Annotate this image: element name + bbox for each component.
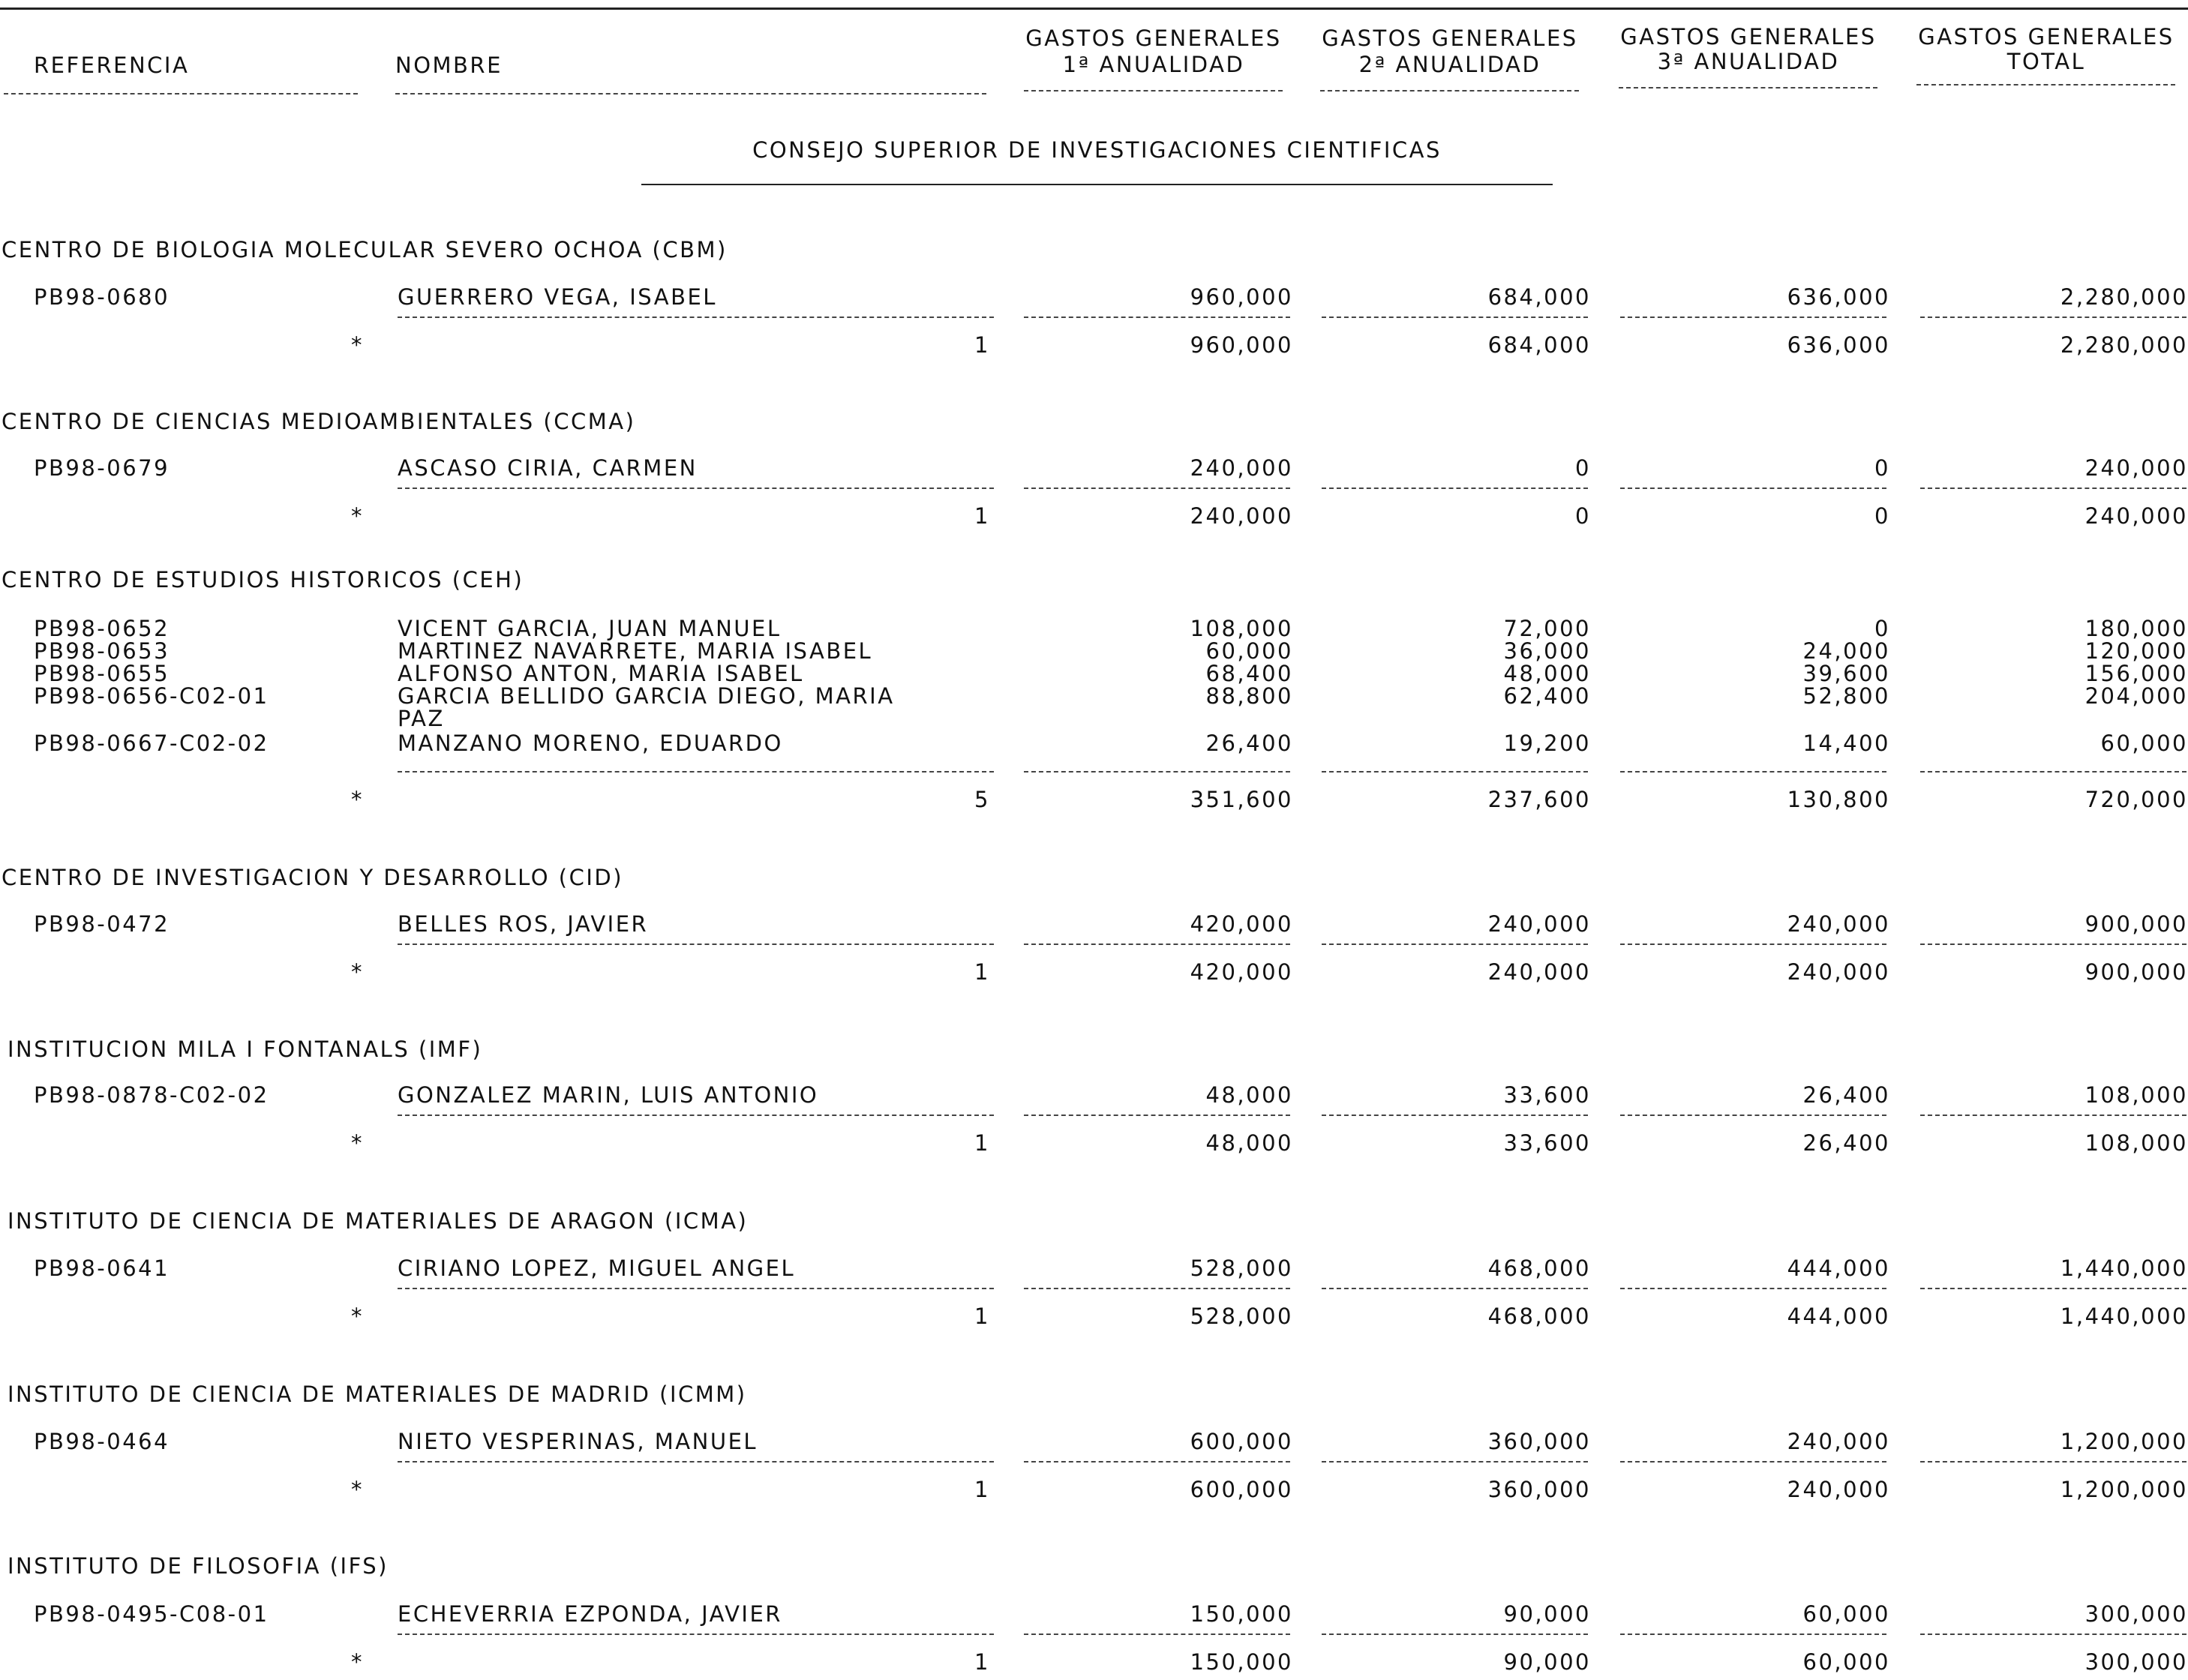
top-rule	[0, 8, 2188, 10]
subtotal-total: 720,000	[2084, 787, 2188, 812]
subtotal-count: 1	[974, 332, 990, 358]
row-referencia: PB98-0667-C02-02	[34, 730, 269, 756]
row-nombre: MARTINEZ NAVARRETE, MARIA ISABEL	[398, 638, 873, 664]
header-total-line2: TOTAL	[2006, 49, 2086, 74]
subtotal-anualidad-2: 684,000	[1487, 332, 1591, 358]
row-nombre: VICENT GARCIA, JUAN MANUEL	[398, 616, 782, 641]
section-title: CENTRO DE ESTUDIOS HISTORICOS (CEH)	[2, 567, 524, 592]
subtotal-separator	[1322, 316, 1588, 318]
subtotal-anualidad-2: 33,600	[1503, 1130, 1591, 1156]
subtotal-marker: *	[351, 1477, 364, 1502]
subtotal-separator	[1322, 1634, 1588, 1635]
row-total: 2,280,000	[2060, 284, 2188, 310]
subtotal-separator	[1024, 316, 1290, 318]
subtotal-separator	[398, 1461, 994, 1462]
row-anualidad-1: 48,000	[1205, 1082, 1293, 1108]
row-anualidad-2: 468,000	[1487, 1256, 1591, 1281]
header-underline-total	[1916, 84, 2175, 86]
row-nombre: GONZALEZ MARIN, LUIS ANTONIO	[398, 1082, 819, 1108]
row-anualidad-2: 62,400	[1503, 683, 1591, 709]
subtotal-separator	[398, 1634, 994, 1635]
row-total: 156,000	[2084, 661, 2188, 686]
header-referencia: REFERENCIA	[34, 52, 190, 78]
subtotal-anualidad-3: 130,800	[1787, 787, 1890, 812]
subtotal-separator	[1920, 1634, 2186, 1635]
header-g3-line2: 3ª ANUALIDAD	[1657, 49, 1840, 74]
section-title: INSTITUTO DE CIENCIA DE MATERIALES DE ARAGON (ICMA)	[8, 1208, 749, 1234]
subtotal-total: 1,200,000	[2060, 1477, 2188, 1502]
subtotal-separator	[1920, 316, 2186, 318]
subtotal-separator	[1322, 488, 1588, 489]
subtotal-count: 1	[974, 1304, 990, 1329]
subtotal-anualidad-1: 528,000	[1190, 1304, 1293, 1329]
subtotal-anualidad-3: 0	[1874, 503, 1890, 529]
row-referencia: PB98-0680	[34, 284, 170, 310]
row-total: 180,000	[2084, 616, 2188, 641]
subtotal-total: 900,000	[2084, 959, 2188, 985]
subtotal-separator	[1322, 1461, 1588, 1462]
row-nombre: MANZANO MORENO, EDUARDO	[398, 730, 783, 756]
row-anualidad-2: 240,000	[1487, 911, 1591, 937]
row-anualidad-2: 0	[1575, 455, 1591, 481]
row-nombre: ALFONSO ANTON, MARIA ISABEL	[398, 661, 804, 686]
header-underline-g1	[1024, 90, 1283, 92]
subtotal-separator	[1920, 1461, 2186, 1462]
header-g2-line1: GASTOS GENERALES	[1322, 26, 1578, 51]
subtotal-separator	[398, 1114, 994, 1116]
subtotal-separator	[1620, 1634, 1886, 1635]
row-total: 1,200,000	[2060, 1429, 2188, 1454]
subtotal-anualidad-2: 240,000	[1487, 959, 1591, 985]
header-g1-line2: 1ª ANUALIDAD	[1062, 52, 1245, 77]
row-nombre: ECHEVERRIA EZPONDA, JAVIER	[398, 1601, 782, 1627]
row-total: 1,440,000	[2060, 1256, 2188, 1281]
row-anualidad-3: 240,000	[1787, 1429, 1890, 1454]
header-total-line1: GASTOS GENERALES	[1918, 24, 2174, 50]
row-anualidad-1: 420,000	[1190, 911, 1293, 937]
row-anualidad-1: 108,000	[1190, 616, 1293, 641]
subtotal-marker: *	[351, 959, 364, 985]
row-anualidad-3: 24,000	[1802, 638, 1890, 664]
subtotal-separator	[1024, 771, 1290, 772]
subtotal-count: 1	[974, 959, 990, 985]
subtotal-count: 5	[974, 787, 990, 812]
subtotal-anualidad-2: 90,000	[1503, 1649, 1591, 1675]
subtotal-total: 108,000	[2084, 1130, 2188, 1156]
row-total: 108,000	[2084, 1082, 2188, 1108]
subtotal-separator	[398, 944, 994, 945]
row-anualidad-1: 60,000	[1205, 638, 1293, 664]
header-underline-g3	[1619, 87, 1877, 88]
row-referencia: PB98-0495-C08-01	[34, 1601, 269, 1627]
subtotal-anualidad-1: 240,000	[1190, 503, 1293, 529]
subtotal-total: 240,000	[2084, 503, 2188, 529]
subtotal-anualidad-3: 636,000	[1787, 332, 1890, 358]
row-anualidad-2: 684,000	[1487, 284, 1591, 310]
header-underline-ref	[4, 93, 358, 94]
row-total: 204,000	[2084, 683, 2188, 709]
subtotal-separator	[1024, 1114, 1290, 1116]
organization-title: CONSEJO SUPERIOR DE INVESTIGACIONES CIENTIFICAS	[752, 137, 1442, 163]
subtotal-separator	[398, 771, 994, 772]
row-total: 300,000	[2084, 1601, 2188, 1627]
row-nombre: ASCASO CIRIA, CARMEN	[398, 455, 698, 481]
row-total: 240,000	[2084, 455, 2188, 481]
row-anualidad-1: 150,000	[1190, 1601, 1293, 1627]
subtotal-separator	[1024, 1288, 1290, 1289]
row-anualidad-3: 60,000	[1802, 1601, 1890, 1627]
header-nombre: NOMBRE	[395, 52, 503, 78]
subtotal-count: 1	[974, 1130, 990, 1156]
row-referencia: PB98-0464	[34, 1429, 170, 1454]
subtotal-anualidad-2: 237,600	[1487, 787, 1591, 812]
subtotal-separator	[1322, 771, 1588, 772]
row-anualidad-2: 360,000	[1487, 1429, 1591, 1454]
subtotal-count: 1	[974, 503, 990, 529]
row-anualidad-2: 48,000	[1503, 661, 1591, 686]
subtotal-anualidad-3: 240,000	[1787, 959, 1890, 985]
subtotal-separator	[1620, 1461, 1886, 1462]
subtotal-marker: *	[351, 1304, 364, 1329]
subtotal-separator	[1620, 1288, 1886, 1289]
subtotal-anualidad-1: 960,000	[1190, 332, 1293, 358]
subtotal-separator	[1322, 1288, 1588, 1289]
subtotal-anualidad-3: 26,400	[1802, 1130, 1890, 1156]
organization-title-underline	[641, 184, 1553, 185]
header-g2-line2: 2ª ANUALIDAD	[1358, 52, 1541, 77]
subtotal-total: 1,440,000	[2060, 1304, 2188, 1329]
section-title: CENTRO DE INVESTIGACION Y DESARROLLO (CID)	[2, 865, 624, 890]
row-referencia: PB98-0679	[34, 455, 170, 481]
section-title: CENTRO DE BIOLOGIA MOLECULAR SEVERO OCHOA (CBM)	[2, 237, 728, 262]
subtotal-anualidad-3: 240,000	[1787, 1477, 1890, 1502]
header-underline-nombre	[395, 93, 986, 94]
section-title: CENTRO DE CIENCIAS MEDIOAMBIENTALES (CCMA)	[2, 409, 636, 434]
subtotal-marker: *	[351, 1130, 364, 1156]
row-referencia: PB98-0652	[34, 616, 170, 641]
row-anualidad-3: 26,400	[1802, 1082, 1890, 1108]
subtotal-separator	[1024, 944, 1290, 945]
subtotal-separator	[1920, 1114, 2186, 1116]
row-anualidad-3: 39,600	[1802, 661, 1890, 686]
row-anualidad-2: 72,000	[1503, 616, 1591, 641]
subtotal-separator	[1920, 1288, 2186, 1289]
subtotal-anualidad-1: 351,600	[1190, 787, 1293, 812]
subtotal-anualidad-1: 150,000	[1190, 1649, 1293, 1675]
row-anualidad-1: 240,000	[1190, 455, 1293, 481]
row-nombre: CIRIANO LOPEZ, MIGUEL ANGEL	[398, 1256, 796, 1281]
row-referencia: PB98-0655	[34, 661, 170, 686]
header-g1-line1: GASTOS GENERALES	[1025, 26, 1282, 51]
section-title: INSTITUTO DE CIENCIA DE MATERIALES DE MADRID (ICMM)	[8, 1382, 747, 1407]
subtotal-marker: *	[351, 503, 364, 529]
subtotal-separator	[398, 1288, 994, 1289]
row-anualidad-3: 0	[1874, 455, 1890, 481]
row-total: 60,000	[2100, 730, 2188, 756]
row-anualidad-2: 33,600	[1503, 1082, 1591, 1108]
row-anualidad-1: 960,000	[1190, 284, 1293, 310]
row-anualidad-2: 19,200	[1503, 730, 1591, 756]
subtotal-separator	[1620, 944, 1886, 945]
subtotal-separator	[398, 316, 994, 318]
subtotal-separator	[1620, 488, 1886, 489]
row-anualidad-2: 90,000	[1503, 1601, 1591, 1627]
subtotal-anualidad-1: 600,000	[1190, 1477, 1293, 1502]
subtotal-anualidad-3: 60,000	[1802, 1649, 1890, 1675]
row-anualidad-1: 68,400	[1205, 661, 1293, 686]
subtotal-separator	[1920, 771, 2186, 772]
subtotal-separator	[1024, 1634, 1290, 1635]
subtotal-count: 1	[974, 1649, 990, 1675]
row-anualidad-2: 36,000	[1503, 638, 1591, 664]
row-nombre: GUERRERO VEGA, ISABEL	[398, 284, 717, 310]
subtotal-anualidad-3: 444,000	[1787, 1304, 1890, 1329]
subtotal-separator	[1620, 771, 1886, 772]
row-referencia: PB98-0878-C02-02	[34, 1082, 269, 1108]
row-anualidad-3: 14,400	[1802, 730, 1890, 756]
row-anualidad-1: 528,000	[1190, 1256, 1293, 1281]
header-g3-line1: GASTOS GENERALES	[1620, 24, 1877, 50]
row-total: 900,000	[2084, 911, 2188, 937]
subtotal-total: 300,000	[2084, 1649, 2188, 1675]
row-anualidad-3: 444,000	[1787, 1256, 1890, 1281]
subtotal-separator	[1920, 488, 2186, 489]
subtotal-separator	[1920, 944, 2186, 945]
section-title: INSTITUTO DE FILOSOFIA (IFS)	[8, 1553, 389, 1579]
row-nombre: GARCIA BELLIDO GARCIA DIEGO, MARIA	[398, 683, 895, 709]
subtotal-anualidad-2: 0	[1575, 503, 1591, 529]
row-total: 120,000	[2084, 638, 2188, 664]
subtotal-separator	[1620, 1114, 1886, 1116]
subtotal-separator	[1024, 488, 1290, 489]
row-anualidad-3: 636,000	[1787, 284, 1890, 310]
subtotal-anualidad-2: 468,000	[1487, 1304, 1591, 1329]
subtotal-separator	[398, 488, 994, 489]
subtotal-count: 1	[974, 1477, 990, 1502]
subtotal-anualidad-2: 360,000	[1487, 1477, 1591, 1502]
subtotal-separator	[1322, 1114, 1588, 1116]
row-nombre: NIETO VESPERINAS, MANUEL	[398, 1429, 758, 1454]
subtotal-marker: *	[351, 1649, 364, 1675]
subtotal-total: 2,280,000	[2060, 332, 2188, 358]
row-referencia: PB98-0653	[34, 638, 170, 664]
row-nombre: PAZ	[398, 706, 445, 731]
subtotal-marker: *	[351, 787, 364, 812]
subtotal-anualidad-1: 420,000	[1190, 959, 1293, 985]
row-nombre: BELLES ROS, JAVIER	[398, 911, 649, 937]
row-referencia: PB98-0656-C02-01	[34, 683, 269, 709]
row-referencia: PB98-0641	[34, 1256, 170, 1281]
row-anualidad-1: 26,400	[1205, 730, 1293, 756]
row-anualidad-3: 52,800	[1802, 683, 1890, 709]
subtotal-separator	[1024, 1461, 1290, 1462]
section-title: INSTITUCION MILA I FONTANALS (IMF)	[8, 1036, 483, 1062]
row-anualidad-1: 88,800	[1205, 683, 1293, 709]
subtotal-separator	[1322, 944, 1588, 945]
row-anualidad-3: 0	[1874, 616, 1890, 641]
header-underline-g2	[1320, 90, 1579, 92]
row-referencia: PB98-0472	[34, 911, 170, 937]
row-anualidad-3: 240,000	[1787, 911, 1890, 937]
subtotal-separator	[1620, 316, 1886, 318]
row-anualidad-1: 600,000	[1190, 1429, 1293, 1454]
subtotal-marker: *	[351, 332, 364, 358]
subtotal-anualidad-1: 48,000	[1205, 1130, 1293, 1156]
